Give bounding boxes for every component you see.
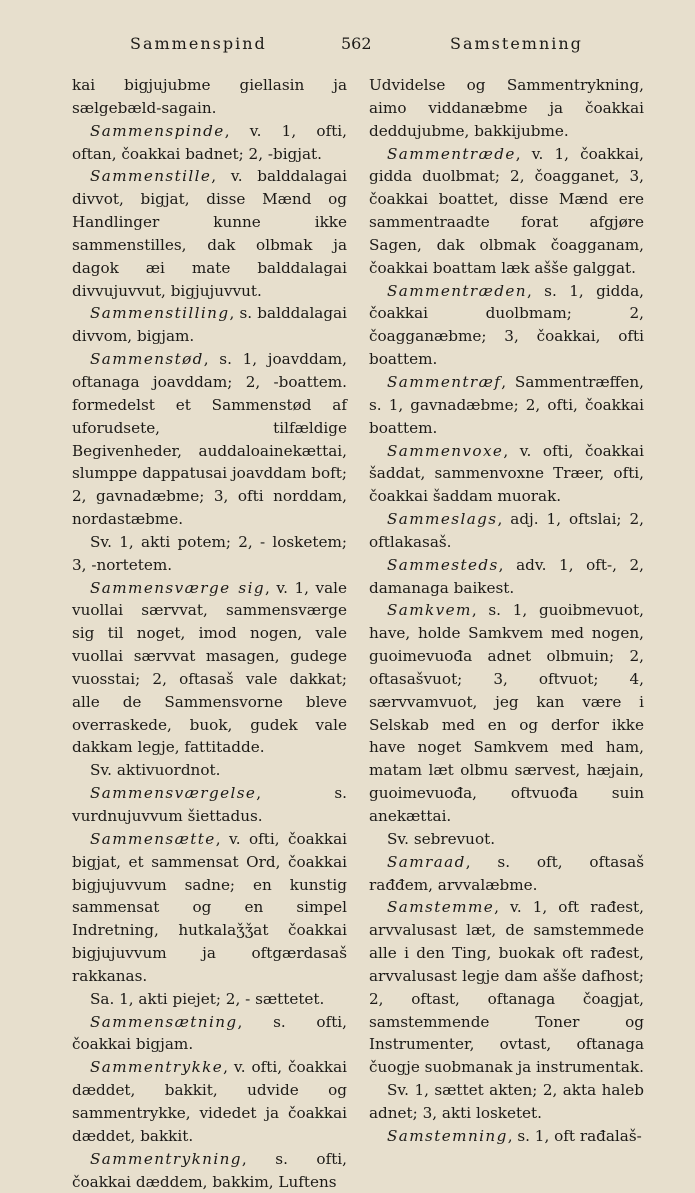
dictionary-entry xyxy=(369,1079,644,1125)
right-column xyxy=(369,74,644,1148)
entry-text: , v. ofti, čoakkai šaddat, sammenvoxne Træer, ofti, čoakkai šaddam muorak. xyxy=(369,441,644,506)
dictionary-entry xyxy=(72,1056,347,1147)
dictionary-entry xyxy=(72,348,347,531)
dictionary-entry xyxy=(369,143,644,280)
dictionary-entry xyxy=(72,828,347,988)
entry-text: Udvidelse og Sammentrykning, aimo viddanæbme ja čoakkai deddujubme, bakkijubme. xyxy=(369,76,644,140)
entry-text: , s. 1, oft rađalaš- xyxy=(507,1126,642,1145)
entry-text: Sv. 1, sættet akten; 2, akta haleb adnet; 3, akti losketet. xyxy=(369,1081,644,1122)
entry-text: , v. ofti, čoakkai dæddet, bakkit, udvide og sammentrykke, videdet ja čoakkai dæddet, bakkit. xyxy=(72,1058,347,1145)
running-header xyxy=(0,34,695,58)
headword: Samkvem xyxy=(387,601,472,620)
dictionary-entry xyxy=(369,371,644,440)
entry-text: , v. 1, ofti, oftan, čoakkai badnet; 2, -bigjat. xyxy=(72,121,347,163)
entry-text: kai bigjujubme giellasin ja sælgebæld-sagain. xyxy=(72,76,347,117)
headword: Sammentræde xyxy=(387,144,516,163)
headword: Samstemning xyxy=(387,1126,508,1145)
headword: Sammentrykke xyxy=(90,1058,224,1077)
headword: Samraad xyxy=(387,852,466,871)
entry-text: Sv. sebrevuot. xyxy=(387,829,496,848)
headword: Sammentræden xyxy=(387,281,527,300)
right-guide-word: Samstemning xyxy=(450,34,583,53)
dictionary-entry xyxy=(369,599,644,827)
left-guide-word: Sammenspind xyxy=(130,34,267,53)
dictionary-entry xyxy=(369,1125,644,1148)
entry-text: , s. 1, guoibmevuot, have, holde Samkvem med nogen, guoimevuođa adnet olbmuin; 2, oftasašvuot; 3, oftvuot; 4, særvvamvuot, jeg kan være i Selskab med en og derfor ikke have noget Samkvem med ham, matam læt olbmu særvest, hæjain, guoimevuođa, oftvuođa suin anekættai. xyxy=(369,601,644,825)
entry-text: , v. 1, oft rađest, arvvalusast læt, de samstemmede alle i den Ting, buokak oft rađest, arvvalusast legje dam ašše dafhost; 2, oftast, oftanaga čoagjat, samstemmende Toner og Instrumenter, ovtast, oftanaga čuogje suobmanak ja instrumentak. xyxy=(369,898,644,1077)
entry-text: , s. 1, gidda, čoakkai duolbmam; 2, čoagganæbme; 3, čoakkai, ofti boattem. xyxy=(369,281,644,369)
entry-text: , v. ofti, čoakkai bigjat, et sammensat Ord, čoakkai bigjujuvvum sadne; en kunstig sammensat og en simpel Indretning, hutkalaǯǯat čoakkai bigjujuvvum ja oftgærdasaš rakkanas. xyxy=(72,829,347,985)
headword: Sammensværge sig xyxy=(90,578,265,597)
headword: Sammenstilling xyxy=(90,304,230,323)
entry-text: , v. 1, vale vuollai særvvat, sammensværge sig til noget, imod nogen, vale vuollai særvvat masagen, gudege vuosstai; 2, oftasaš vale dakkat; alle de Sammensvorne bleve overraskede, buok, gudek vale dakkam legje, fattitadde. xyxy=(72,578,347,757)
left-column xyxy=(72,74,347,1193)
dictionary-entry xyxy=(72,531,347,577)
dictionary-entry xyxy=(72,988,347,1011)
dictionary-entry xyxy=(369,554,644,600)
entry-text: , adj. 1, oftslai; 2, oftlakasaš. xyxy=(369,510,644,551)
dictionary-entry xyxy=(369,440,644,509)
dictionary-entry xyxy=(72,74,347,120)
dictionary-entry xyxy=(369,74,644,143)
headword: Sammenstød xyxy=(90,350,204,369)
headword: Sammensværgelse xyxy=(90,784,257,803)
page-number: 562 xyxy=(341,34,372,53)
entry-text: , Sammentræffen, s. 1, gavnadæbme; 2, ofti, čoakkai boattem. xyxy=(369,372,644,437)
entry-text: Sv. aktivuordnot. xyxy=(90,761,221,780)
entry-text: Sv. 1, akti potem; 2, - losketem; 3, -nortetem. xyxy=(72,532,347,574)
headword: Sammentrykning xyxy=(90,1149,242,1168)
dictionary-entry xyxy=(369,896,644,1079)
headword: Samstemme xyxy=(387,898,495,917)
dictionary-entry xyxy=(72,1148,347,1193)
dictionary-entry xyxy=(369,851,644,897)
headword: Sammenstille xyxy=(90,167,212,186)
entry-text: , s. ofti, čoakkai dæddem, bakkim, Luftens xyxy=(72,1149,347,1191)
headword: Sammenvoxe xyxy=(387,441,504,460)
dictionary-entry xyxy=(72,577,347,760)
entry-text: , v. 1, čoakkai, gidda duolbmat; 2, čoagganet, 3, čoakkai boattet, disse Mænd ere sammentraadte forat afgjøre Sagen, dak olbmak čoagganam, čoakkai boattam læk ašše galggat. xyxy=(369,144,644,277)
headword: Sammentræf xyxy=(387,372,502,391)
dictionary-entry xyxy=(72,165,347,302)
dictionary-entry xyxy=(369,508,644,554)
dictionary-entry xyxy=(369,280,644,371)
entry-text: , s. vurdnujuvvum šiettadus. xyxy=(72,784,347,825)
entry-text: , s. balddalagai divvom, bigjam. xyxy=(72,304,347,346)
dictionary-entry xyxy=(72,759,347,782)
headword: Sammesteds xyxy=(387,555,499,574)
entry-text: , s. oft, oftasaš rađđem, arvvalæbme. xyxy=(369,852,644,894)
entry-text: , v. balddalagai divvot, bigjat, disse Mænd og Handlinger kunne ikke sammenstilles, dak olbmak ja dagok æi mate balddalagai divvujuvvut, bigjujuvvut. xyxy=(72,167,347,300)
entry-text: Sa. 1, akti piejet; 2, - sættetet. xyxy=(90,989,325,1008)
headword: Sammensætning xyxy=(90,1012,238,1031)
headword: Sammenspinde xyxy=(90,121,225,140)
entry-text: , s. 1, joavddam, oftanaga joavddam; 2, -boattem. formedelst et Sammenstød af uforudsete, tilfældige Begivenheder, auddaloainekættai, slumppe dappatusai joavddam boft; 2, gavnadæbme; 3, ofti norddam, nordastæbme. xyxy=(72,350,347,529)
headword: Sammeslags xyxy=(387,510,498,529)
dictionary-entry xyxy=(369,828,644,851)
dictionary-entry xyxy=(72,302,347,348)
dictionary-entry xyxy=(72,1011,347,1057)
headword: Sammensætte xyxy=(90,829,216,848)
entry-text: , s. ofti, čoakkai bigjam. xyxy=(72,1012,347,1054)
entry-text: , adv. 1, oft-, 2, damanaga baikest. xyxy=(369,555,644,597)
dictionary-entry xyxy=(72,120,347,166)
dictionary-entry xyxy=(72,782,347,828)
